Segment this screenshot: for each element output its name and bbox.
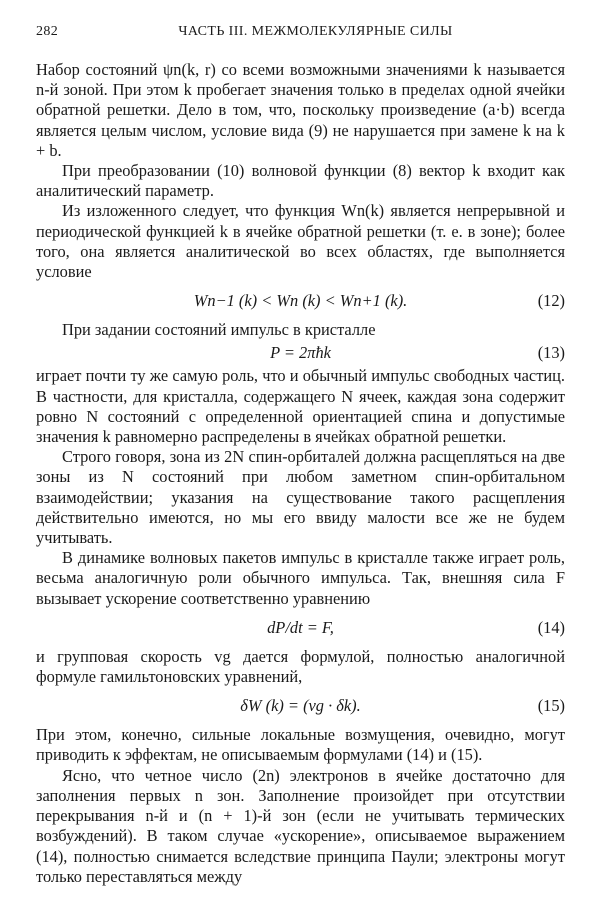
paragraph-analytic-parameter: При преобразовании (10) волновой функции (8) вектор k входит как аналитический параметр. — [36, 161, 565, 201]
equation-13 — [36, 340, 565, 366]
equation-15-number: (15) — [537, 696, 565, 716]
equation-15-formula: δW (k) = (vg · δk). — [240, 696, 361, 716]
paragraph-band-definition: Набор состояний ψn(k, r) со всеми возможными значениями k называется n-й зоной. При этом k пробегает значения только в пределах одной ячейки обратной решетки. Дело в том, что, поскольку произведение (a·b) всегда является целым числом, условие вида (9) не нарушается при замене k на k + b. — [36, 60, 565, 160]
paragraph-momentum-role: играет почти ту же самую роль, что и обычный импульс свободных частиц. В частности, для кристалла, содержащего N ячеек, каждая зона содержит ровно N состояний с определенной ориентацией спина и допустимые значения k равномерно распределены в ячейках обратной решетки. — [36, 366, 565, 447]
equation-15 — [36, 687, 565, 725]
equation-14-formula: dP/dt = F, — [267, 617, 334, 637]
paragraph-continuity: Из изложенного следует, что функция Wn(k) является непрерывной и периодической функцией k в ячейке обратной решетки (т. е. в зоне); более того, она является аналитической во всех областях, где выполняется условие — [36, 201, 565, 282]
paragraph-group-velocity: и групповая скорость vg дается формулой, полностью аналогичной формуле гамильтоновских уравнений, — [36, 646, 565, 687]
paragraph-spin-orbit: Строго говоря, зона из 2N спин-орбиталей должна расщепляться на две зоны из N состояний при любом заметном спин-орбитальном взаимодействии; указания на существование такого расщепления действительно имеются, но мы его ввиду малости все же не будем учитывать. — [36, 447, 565, 548]
equation-14-number: (14) — [537, 617, 565, 637]
paragraph-local-perturbations: При этом, конечно, сильные локальные возмущения, очевидно, могут приводить к эффектам, не описываемым формулами (14) и (15). — [36, 725, 565, 765]
paragraph-crystal-momentum: При задании состояний импульс в кристалле — [62, 320, 376, 340]
equation-13-formula: P = 2πħk — [270, 343, 331, 363]
equation-13-number: (13) — [537, 343, 565, 363]
running-header — [36, 22, 565, 44]
running-title: ЧАСТЬ III. МЕЖМОЛЕКУЛЯРНЫЕ СИЛЫ — [178, 24, 453, 39]
equation-14 — [36, 609, 565, 647]
paragraph-wave-packets: В динамике волновых пакетов импульс в кристалле также играет роль, весьма аналогичную роли обычного импульса. Так, внешняя сила F вызывает ускорение соответственно уравнению — [36, 548, 565, 608]
equation-12-number: (12) — [537, 291, 565, 311]
equation-12 — [36, 282, 565, 320]
page-number: 282 — [36, 24, 59, 39]
paragraph-even-electrons: Ясно, что четное число (2n) электронов в ячейке достаточно для заполнения первых n зон. Заполнение произойдет при отсутствии перекрывания n-й и (n + 1)-й зон (если не учитывать термических возбуждений). В таком случае «ускорение», описываемое выражением (14), полностью снимается вследствие принципа Паули; электроны могут только переставляться между — [36, 765, 565, 886]
equation-12-formula: Wn−1 (k) < Wn (k) < Wn+1 (k). — [193, 291, 408, 311]
